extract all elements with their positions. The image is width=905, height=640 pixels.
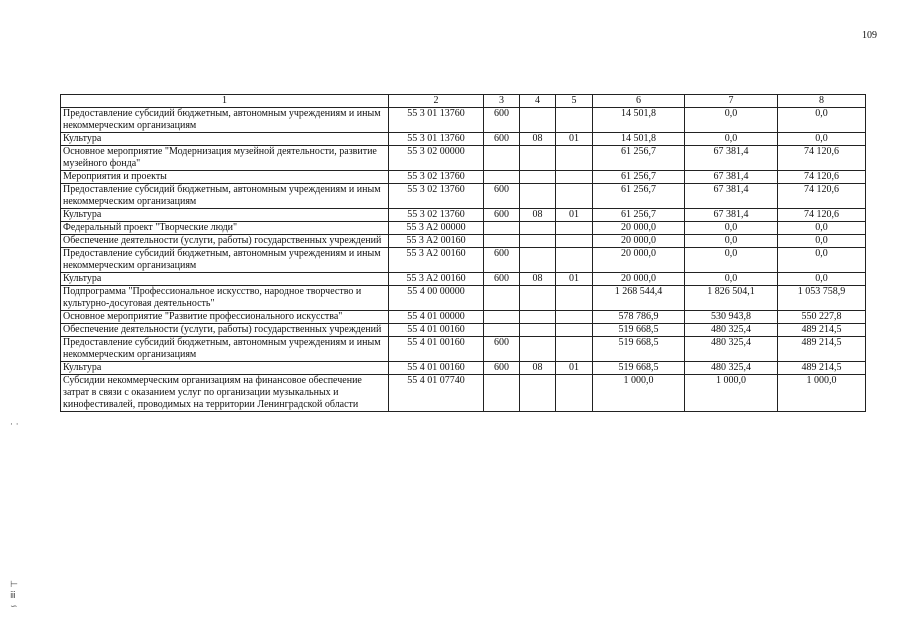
subsection-code [556,375,593,412]
row-name: Основное мероприятие "Модернизация музейной деятельности, развитие музейного фонда" [61,146,389,171]
amount-year-2: 530 943,8 [685,311,778,324]
table-row [61,184,866,209]
section-code [520,311,556,324]
amount-year-3: 0,0 [778,108,866,133]
amount-year-2: 0,0 [685,273,778,286]
row-name: Культура [61,209,389,222]
section-code [520,108,556,133]
table-row [61,337,866,362]
row-name: Предоставление субсидий бюджетным, автономным учреждениям и иным некоммерческим организациям [61,108,389,133]
expense-type-code: 600 [484,209,520,222]
amount-year-2: 1 000,0 [685,375,778,412]
amount-year-2: 0,0 [685,133,778,146]
subsection-code: 01 [556,209,593,222]
target-article-code: 55 3 A2 00160 [389,248,484,273]
amount-year-1: 20 000,0 [593,222,685,235]
section-code: 08 [520,209,556,222]
section-code [520,146,556,171]
amount-year-3: 489 214,5 [778,324,866,337]
expense-type-code [484,324,520,337]
section-code: 08 [520,273,556,286]
row-name: Субсидии некоммерческим организациям на финансовое обеспечение затрат в связи с оказанием услуг по организации музыкальных и кинофестивалей, проводимых на территории Ленинградской области [61,375,389,412]
target-article-code: 55 4 01 07740 [389,375,484,412]
amount-year-1: 1 000,0 [593,375,685,412]
table-row [61,324,866,337]
amount-year-3: 74 120,6 [778,171,866,184]
expense-type-code [484,286,520,311]
subsection-code [556,337,593,362]
table-row [61,222,866,235]
row-name: Культура [61,362,389,375]
section-code [520,235,556,248]
section-code [520,222,556,235]
table-row [61,248,866,273]
table-row [61,171,866,184]
subsection-code [556,171,593,184]
subsection-code [556,184,593,209]
amount-year-2: 480 325,4 [685,337,778,362]
target-article-code: 55 4 01 00000 [389,311,484,324]
amount-year-1: 61 256,7 [593,171,685,184]
expense-type-code: 600 [484,248,520,273]
page-number: 109 [862,30,877,41]
amount-year-1: 519 668,5 [593,337,685,362]
section-code [520,184,556,209]
margin-mark: · · [10,420,19,430]
subsection-code [556,286,593,311]
column-header: 3 [484,95,520,108]
row-name: Обеспечение деятельности (услуги, работы) государственных учреждений [61,324,389,337]
table-row [61,146,866,171]
expense-type-code: 600 [484,337,520,362]
amount-year-3: 1 000,0 [778,375,866,412]
amount-year-1: 20 000,0 [593,248,685,273]
amount-year-1: 519 668,5 [593,324,685,337]
amount-year-1: 61 256,7 [593,184,685,209]
subsection-code [556,146,593,171]
amount-year-2: 67 381,4 [685,146,778,171]
margin-stamp: ⊢ ⅲ ∽ [10,580,18,612]
amount-year-3: 1 053 758,9 [778,286,866,311]
amount-year-3: 550 227,8 [778,311,866,324]
amount-year-3: 0,0 [778,133,866,146]
amount-year-2: 67 381,4 [685,184,778,209]
table-row [61,235,866,248]
target-article-code: 55 3 01 13760 [389,108,484,133]
target-article-code: 55 4 00 00000 [389,286,484,311]
subsection-code: 01 [556,133,593,146]
row-name: Культура [61,133,389,146]
table-row [61,108,866,133]
budget-table-body [61,95,866,412]
expense-type-code: 600 [484,362,520,375]
expense-type-code [484,235,520,248]
amount-year-1: 20 000,0 [593,273,685,286]
section-code: 08 [520,362,556,375]
amount-year-3: 0,0 [778,235,866,248]
column-header: 2 [389,95,484,108]
row-name: Предоставление субсидий бюджетным, автономным учреждениям и иным некоммерческим организациям [61,184,389,209]
table-row [61,362,866,375]
column-header: 1 [61,95,389,108]
amount-year-3: 0,0 [778,273,866,286]
table-row [61,375,866,412]
amount-year-3: 0,0 [778,248,866,273]
expense-type-code [484,375,520,412]
row-name: Предоставление субсидий бюджетным, автономным учреждениям и иным некоммерческим организациям [61,337,389,362]
section-code [520,171,556,184]
subsection-code: 01 [556,273,593,286]
target-article-code: 55 4 01 00160 [389,324,484,337]
column-header: 4 [520,95,556,108]
amount-year-3: 0,0 [778,222,866,235]
target-article-code: 55 3 01 13760 [389,133,484,146]
expense-type-code: 600 [484,133,520,146]
section-code [520,248,556,273]
column-header: 6 [593,95,685,108]
expense-type-code [484,146,520,171]
amount-year-3: 489 214,5 [778,362,866,375]
amount-year-2: 67 381,4 [685,171,778,184]
row-name: Мероприятия и проекты [61,171,389,184]
target-article-code: 55 3 A2 00160 [389,235,484,248]
expense-type-code: 600 [484,184,520,209]
amount-year-2: 67 381,4 [685,209,778,222]
target-article-code: 55 4 01 00160 [389,337,484,362]
section-code: 08 [520,133,556,146]
budget-table [60,94,866,412]
amount-year-3: 489 214,5 [778,337,866,362]
amount-year-1: 61 256,7 [593,209,685,222]
row-name: Культура [61,273,389,286]
amount-year-2: 1 826 504,1 [685,286,778,311]
amount-year-3: 74 120,6 [778,146,866,171]
target-article-code: 55 3 A2 00000 [389,222,484,235]
expense-type-code [484,222,520,235]
subsection-code [556,222,593,235]
subsection-code: 01 [556,362,593,375]
amount-year-2: 0,0 [685,222,778,235]
row-name: Федеральный проект "Творческие люди" [61,222,389,235]
amount-year-2: 480 325,4 [685,362,778,375]
amount-year-1: 14 501,8 [593,133,685,146]
subsection-code [556,248,593,273]
amount-year-1: 519 668,5 [593,362,685,375]
target-article-code: 55 3 02 13760 [389,184,484,209]
amount-year-1: 578 786,9 [593,311,685,324]
column-header: 8 [778,95,866,108]
amount-year-3: 74 120,6 [778,184,866,209]
subsection-code [556,235,593,248]
subsection-code [556,108,593,133]
row-name: Подпрограмма "Профессиональное искусство, народное творчество и культурно-досуговая деятельность" [61,286,389,311]
column-header: 7 [685,95,778,108]
amount-year-1: 61 256,7 [593,146,685,171]
target-article-code: 55 3 02 13760 [389,171,484,184]
amount-year-1: 20 000,0 [593,235,685,248]
section-code [520,337,556,362]
column-header: 5 [556,95,593,108]
section-code [520,324,556,337]
amount-year-3: 74 120,6 [778,209,866,222]
expense-type-code [484,311,520,324]
expense-type-code: 600 [484,273,520,286]
target-article-code: 55 3 02 00000 [389,146,484,171]
section-code [520,286,556,311]
expense-type-code [484,171,520,184]
amount-year-2: 480 325,4 [685,324,778,337]
row-name: Основное мероприятие "Развитие профессионального искусства" [61,311,389,324]
amount-year-2: 0,0 [685,108,778,133]
target-article-code: 55 3 02 13760 [389,209,484,222]
table-row [61,273,866,286]
amount-year-1: 1 268 544,4 [593,286,685,311]
section-code [520,375,556,412]
row-name: Обеспечение деятельности (услуги, работы) государственных учреждений [61,235,389,248]
expense-type-code: 600 [484,108,520,133]
amount-year-2: 0,0 [685,248,778,273]
column-number-row [61,95,866,108]
table-row [61,286,866,311]
target-article-code: 55 3 A2 00160 [389,273,484,286]
table-row [61,311,866,324]
amount-year-2: 0,0 [685,235,778,248]
amount-year-1: 14 501,8 [593,108,685,133]
row-name: Предоставление субсидий бюджетным, автономным учреждениям и иным некоммерческим организациям [61,248,389,273]
subsection-code [556,324,593,337]
table-row [61,133,866,146]
target-article-code: 55 4 01 00160 [389,362,484,375]
table-row [61,209,866,222]
subsection-code [556,311,593,324]
